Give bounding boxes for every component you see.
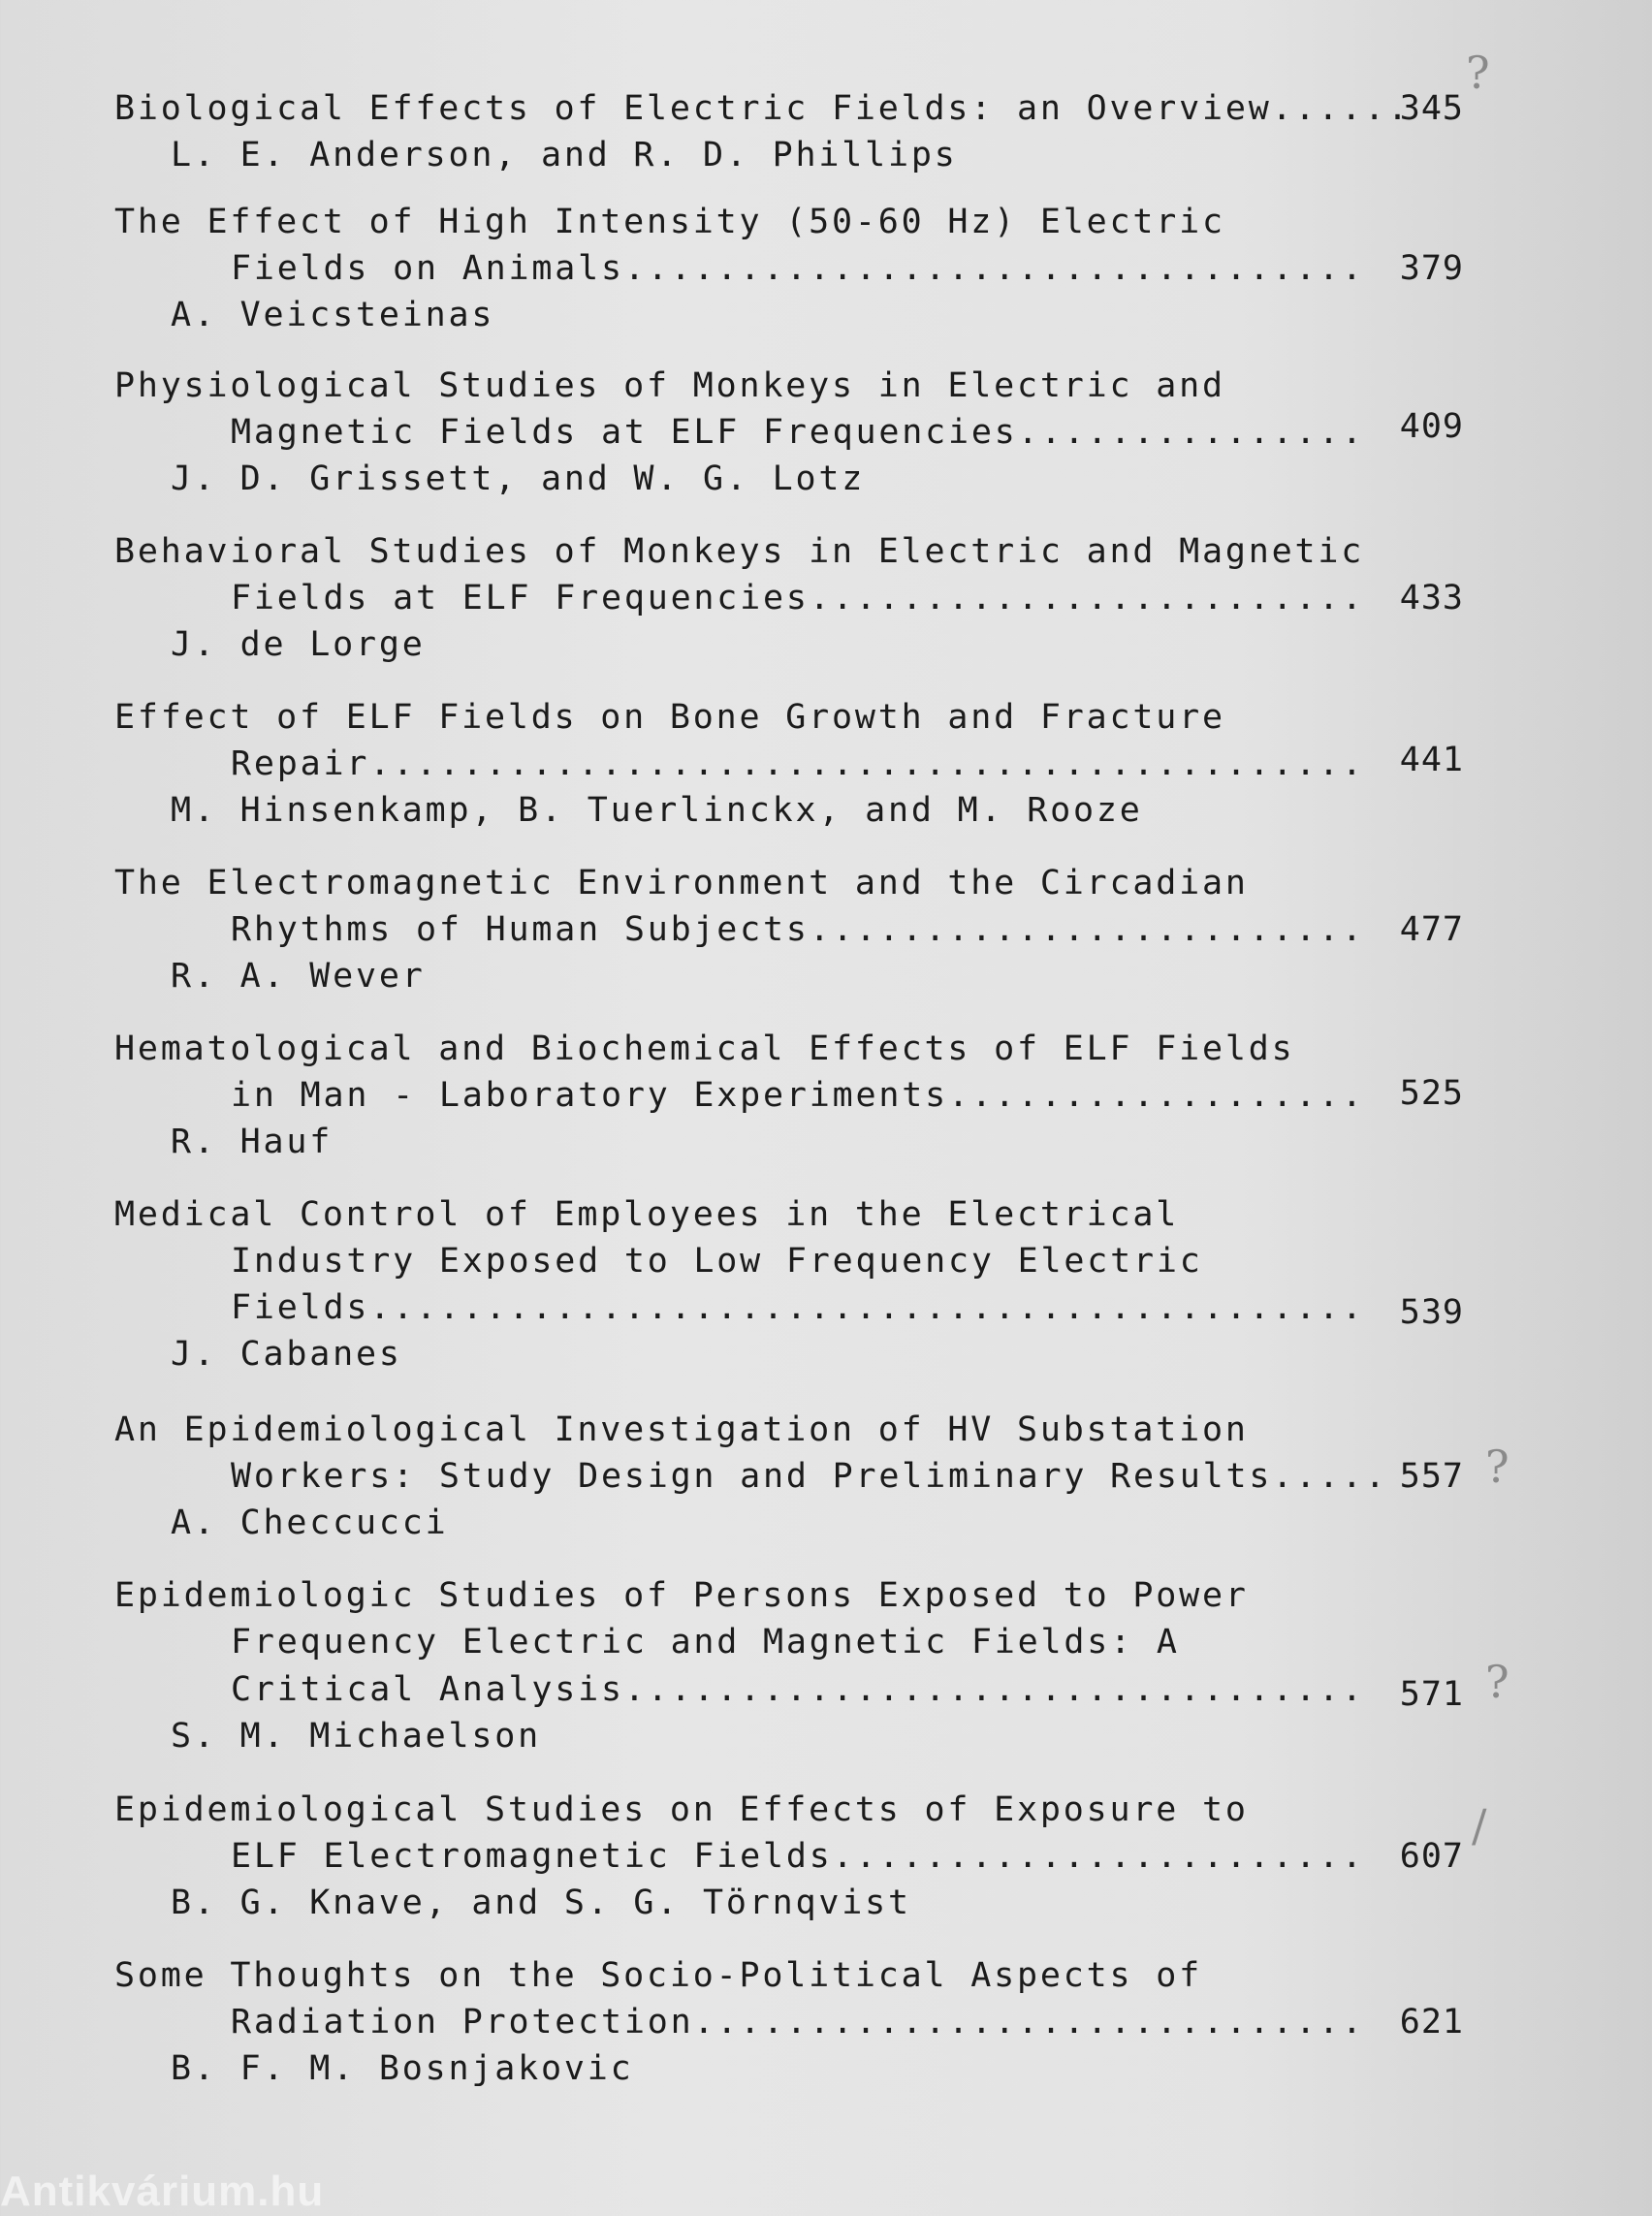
entry-authors: L. E. Anderson, and R. D. Phillips (171, 136, 958, 174)
entry-authors: J. Cabanes (171, 1335, 402, 1374)
entry-page-number: 571 (1399, 1675, 1464, 1714)
entry-authors: B. G. Knave, and S. G. Törnqvist (171, 1884, 911, 1922)
entry-page-number: 477 (1399, 910, 1464, 949)
entry-page-number: 525 (1399, 1074, 1464, 1113)
entry-page-number: 441 (1399, 741, 1464, 779)
entry-authors: R. A. Wever (171, 957, 426, 996)
entry-title-line: Workers: Study Design and Preliminary Results..... (231, 1457, 1388, 1496)
entry-authors: S. M. Michaelson (171, 1717, 541, 1756)
entry-title-line: Magnetic Fields at ELF Frequencies............... (231, 413, 1365, 452)
entry-page-number: 621 (1399, 2003, 1464, 2042)
entry-authors: R. Hauf (171, 1123, 334, 1161)
entry-page-number: 433 (1399, 579, 1464, 617)
entry-page-number: 557 (1399, 1457, 1464, 1496)
entry-page-number: 379 (1399, 249, 1464, 288)
entry-title-line: Industry Exposed to Low Frequency Electric (231, 1242, 1203, 1281)
entry-title-line: Physiological Studies of Monkeys in Electric and (114, 366, 1225, 405)
entry-title-line: Some Thoughts on the Socio-Political Aspects of (114, 1956, 1202, 1995)
entry-title-line: The Effect of High Intensity (50-60 Hz) Electric (114, 203, 1225, 241)
entry-authors: J. de Lorge (171, 625, 426, 664)
handwritten-margin-mark: ? (1485, 1656, 1509, 1708)
entry-page-number: 539 (1399, 1293, 1464, 1332)
entry-title-line: Epidemiological Studies on Effects of Exposure to (114, 1790, 1249, 1829)
entry-title-line: Rhythms of Human Subjects........................ (231, 910, 1365, 949)
entry-title-line: Fields........................................... (231, 1288, 1365, 1327)
entry-authors: A. Veicsteinas (171, 296, 495, 334)
entry-title-line: Medical Control of Employees in the Electrical (114, 1195, 1180, 1234)
entry-title-line: Repair........................................... (231, 744, 1365, 783)
entry-authors: B. F. M. Bosnjakovic (171, 2049, 634, 2088)
handwritten-margin-mark: ? (1485, 1440, 1509, 1493)
entry-title-line: Epidemiologic Studies of Persons Exposed to Power (114, 1576, 1249, 1615)
entry-authors: A. Checcucci (171, 1504, 449, 1542)
entry-title-line: Frequency Electric and Magnetic Fields: A (231, 1623, 1180, 1662)
handwritten-margin-mark: / (1472, 1799, 1487, 1852)
entry-title-line: Fields on Animals................................ (231, 249, 1365, 288)
handwritten-margin-mark: ? (1466, 47, 1490, 99)
entry-title-line: Behavioral Studies of Monkeys in Electric and Magnetic (114, 532, 1365, 571)
entry-title-line: Critical Analysis................................ (231, 1670, 1365, 1709)
entry-title-line: Hematological and Biochemical Effects of ELF Fields (114, 1029, 1295, 1068)
entry-page-number: 409 (1399, 407, 1464, 446)
entry-title-line: Radiation Protection............................. (231, 2003, 1365, 2042)
entry-title-line: ELF Electromagnetic Fields....................... (231, 1837, 1365, 1876)
entry-title-line: Fields at ELF Frequencies........................ (231, 579, 1365, 617)
entry-title-line: in Man - Laboratory Experiments.................. (231, 1076, 1365, 1115)
entry-page-number: 607 (1399, 1837, 1464, 1876)
entry-title-line: Effect of ELF Fields on Bone Growth and Fracture (114, 698, 1225, 737)
entry-title-line: Biological Effects of Electric Fields: an Overview...... (114, 89, 1411, 128)
entry-authors: J. D. Grissett, and W. G. Lotz (171, 459, 866, 498)
entry-page-number: 345 (1399, 89, 1464, 128)
entry-title-line: An Epidemiological Investigation of HV Substation (114, 1410, 1249, 1449)
entry-authors: M. Hinsenkamp, B. Tuerlinckx, and M. Rooze (171, 791, 1143, 830)
entry-title-line: The Electromagnetic Environment and the Circadian (114, 864, 1249, 902)
watermark: Antikvárium.hu (0, 2168, 325, 2215)
